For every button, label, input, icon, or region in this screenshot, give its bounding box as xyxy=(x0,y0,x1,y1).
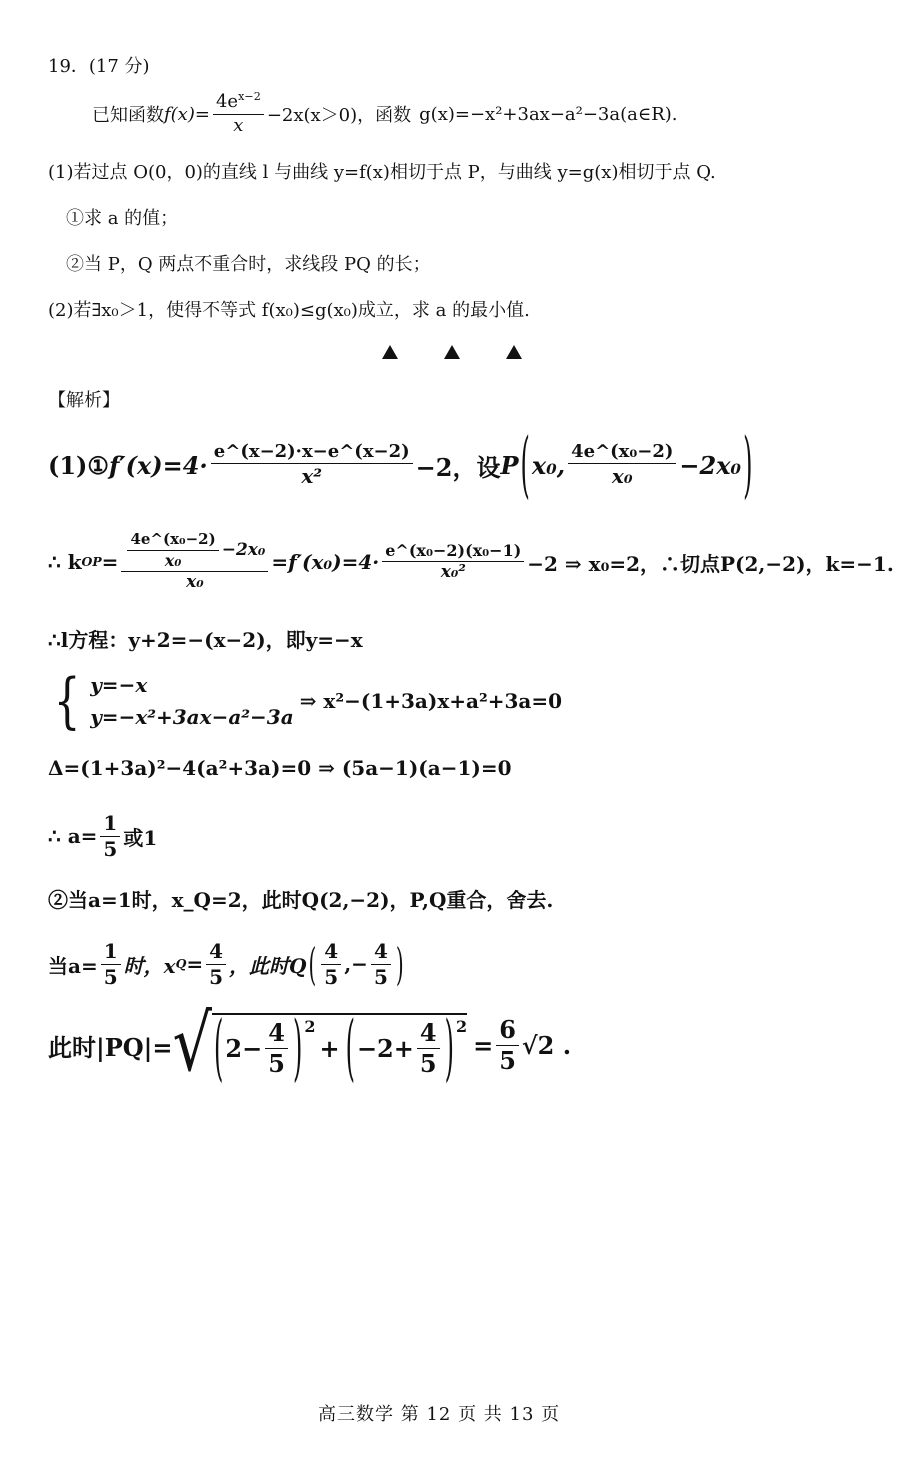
intro-prefix: 已知函数 xyxy=(92,105,164,127)
sol-l2-frac xyxy=(382,542,524,583)
problem-header xyxy=(48,52,150,78)
sol-l8-comma: ,− xyxy=(344,952,368,976)
solution-line-2: ∴ k OP = $\frac{\text{4e\textasciicircum{}(x₀−2)}}{\text{x₀}}$ −2x₀ x₀ =f′(x₀)=4· $\frac{\text{e\textasciicircum{}(x₀−2)(x₀−1)}}{\text{x₀²}}$ −2 ⇒ x₀=2，∴切点P(2,−2)，k=−1. xyxy=(48,530,894,593)
sol-l9-n1: 4 xyxy=(265,1019,288,1049)
sol-l6-tail: 或1 xyxy=(123,825,158,850)
sol-l9-frac-1 xyxy=(265,1019,288,1077)
sol-l2-eq: = xyxy=(101,550,119,574)
sol-l2-big-fraction xyxy=(121,531,268,592)
solution-line-8: 当a= $\frac{1}{5}$ 时，x Q = $\frac{4}{5}$ ，此时Q ( $\frac{4}{5}$ ,− $\frac{4}{5}$ ) xyxy=(48,937,404,991)
sol-l9-root: √2 . xyxy=(521,1030,572,1060)
sol-l9-frac-2 xyxy=(417,1019,440,1077)
sol-l8-frac-a xyxy=(101,940,121,989)
sol-l8-d2: 5 xyxy=(209,964,224,989)
part1-sub2 xyxy=(66,250,431,276)
analysis-heading: 【解析】 xyxy=(48,390,120,411)
sol-l8-frac-c xyxy=(321,940,341,989)
sol-l2-top-num: 4e^(x₀−2) xyxy=(127,531,218,550)
solution-line-7 xyxy=(48,884,553,913)
sol-l1-x0: x₀, xyxy=(531,450,566,480)
sol-l9-d1: 5 xyxy=(268,1048,285,1078)
sol-l1-fraction xyxy=(211,442,413,489)
left-brace: { xyxy=(53,666,81,736)
part1-sub1 xyxy=(66,204,178,230)
part2: (2)若∃x₀＞1，使得不等式 f(x₀)≤g(x₀)成立，求 a 的最小值. xyxy=(48,300,530,321)
sol-l9-d2: 5 xyxy=(419,1048,437,1078)
right-paren: ) xyxy=(743,423,753,507)
solution-line-4 xyxy=(48,666,562,736)
sol-l8-n3: 4 xyxy=(321,940,341,965)
sol-l1-inner-fraction xyxy=(568,442,676,489)
sol-l2-fnum: e^(x₀−2)(x₀−1) xyxy=(382,542,524,562)
left-paren: ( xyxy=(520,423,530,507)
sol-l2-bot: x₀ xyxy=(186,572,204,593)
part1: (1)若过点 O(0，0)的直线 l 与曲线 y=f(x)相切于点 P，与曲线 y=g(x)相切于点 Q. xyxy=(48,162,716,183)
sol-l1-lead: (1)① xyxy=(48,450,109,480)
sol-l7: ②当a=1时，x_Q=2，此时Q(2,−2)，P,Q重合，舍去. xyxy=(48,888,554,912)
solution-line-5 xyxy=(48,756,512,780)
sol-l9-b: −2+ xyxy=(356,1033,414,1063)
sys-row-2: y=−x²+3ax−a²−3a xyxy=(90,705,294,729)
sol-l9-n2: 4 xyxy=(417,1019,440,1049)
sol-l8-frac-b xyxy=(206,940,226,989)
radical-sign: √ xyxy=(172,997,213,1089)
left-paren: ( xyxy=(308,937,317,991)
sol-l4-tail: ⇒ x²−(1+3a)x+a²+3a=0 xyxy=(299,689,563,713)
sol-l8-mid3: ，此时Q xyxy=(229,953,307,978)
sol-l8-mid1: 时，x xyxy=(123,953,176,978)
sol-l8-lead: 当a= xyxy=(48,953,98,978)
sol-l1-itail: −2x₀ xyxy=(679,450,742,480)
sol-l9-lead: 此时|PQ|= xyxy=(48,1032,173,1062)
sol-l2-tail: −2 ⇒ x₀=2，∴切点P(2,−2)，k=−1. xyxy=(527,551,894,576)
sol-l9-plus: + xyxy=(319,1033,340,1063)
part1-2: ②当 P，Q 两点不重合时，求线段 PQ 的长； xyxy=(66,254,431,275)
f-rest: −2x(x＞0)，函数 xyxy=(266,105,412,127)
f-num-exp: x−2 xyxy=(238,90,261,103)
sol-l8-n2: 4 xyxy=(206,940,226,965)
sol-l6-lead: ∴ a= xyxy=(48,824,98,848)
problem-number: 19．(17 分) xyxy=(48,56,150,77)
sol-l2-top-tail: −2x₀ xyxy=(221,539,266,560)
sys-row-1: y=−x xyxy=(90,673,148,697)
sol-l2-mid: =f′(x₀)=4· xyxy=(271,550,380,574)
g-definition: g(x)=−x²+3ax−a²−3a(a∈R). xyxy=(419,103,678,125)
f-lhs: f(x)= xyxy=(164,103,210,125)
sol-l8-frac-d xyxy=(371,940,391,989)
sol-l9-eq: = xyxy=(473,1030,494,1060)
sol-l1-point: P xyxy=(500,450,519,480)
equation-system xyxy=(90,669,294,733)
section-divider xyxy=(382,345,522,359)
sol-l1-iden: x₀ xyxy=(611,464,633,489)
solution-line-6 xyxy=(48,806,157,866)
triangle-icon xyxy=(506,345,522,359)
sol-l1-den: x² xyxy=(301,464,323,489)
sol-l9-a: 2− xyxy=(225,1033,263,1063)
part1-1: ①求 a 的值； xyxy=(66,208,179,229)
sol-l9-n3: 6 xyxy=(496,1016,519,1046)
sol-l1-tail: −2，设 xyxy=(415,452,501,482)
sol-l5: Δ=(1+3a)²−4(a²+3a)=0 ⇒ (5a−1)(a−1)=0 xyxy=(48,756,512,780)
footer-text: 高三数学 第 12 页 共 13 页 xyxy=(318,1404,561,1425)
left-paren: ( xyxy=(345,1006,355,1090)
sol-l3: ∴l方程：y+2=−(x−2)，即y=−x xyxy=(48,628,363,652)
right-paren: ) xyxy=(395,937,404,991)
radicand xyxy=(212,1006,468,1090)
sol-l2-top-den: x₀ xyxy=(164,550,182,570)
sol-l6-fraction xyxy=(100,812,120,861)
f-den: x xyxy=(233,114,244,136)
part1-text xyxy=(48,158,716,184)
sol-l9-frac-3 xyxy=(496,1016,519,1074)
sol-l8-d4: 5 xyxy=(373,964,388,989)
sol-l8-n4: 4 xyxy=(371,940,391,965)
analysis-label xyxy=(48,386,120,412)
sol-l8-d1: 5 xyxy=(103,964,118,989)
sqrt-expression xyxy=(172,997,468,1090)
sol-l1-fprime: f′(x)=4· xyxy=(108,450,208,480)
sol-l2-fden: x₀² xyxy=(440,561,466,582)
right-paren: ) xyxy=(292,1006,303,1090)
sol-l1-num: e^(x−2)·x−e^(x−2) xyxy=(211,442,413,465)
solution-line-1 xyxy=(48,424,754,506)
page-footer xyxy=(318,1400,560,1426)
sol-l9-square-2: 2 xyxy=(455,1016,468,1036)
sol-l9-d3: 5 xyxy=(499,1045,516,1075)
triangle-icon xyxy=(382,345,398,359)
problem-intro xyxy=(92,92,678,136)
sol-l8-mid2: = xyxy=(186,952,204,976)
sol-l6-num: 1 xyxy=(100,812,120,837)
sol-l8-n1: 1 xyxy=(101,940,121,965)
part2-text xyxy=(48,296,530,322)
f-fraction xyxy=(213,92,264,136)
f-num: 4e xyxy=(215,91,239,112)
sol-l2-top-fraction xyxy=(127,531,218,570)
sol-l2-lead: ∴ k xyxy=(48,550,82,574)
solution-line-3 xyxy=(48,624,363,653)
right-paren: ) xyxy=(444,1006,454,1090)
sol-l6-den: 5 xyxy=(103,836,118,861)
sol-l9-square: 2 xyxy=(304,1016,316,1036)
solution-line-9 xyxy=(48,997,572,1090)
sol-l1-inum: 4e^(x₀−2) xyxy=(568,442,676,465)
triangle-icon xyxy=(444,345,460,359)
sol-l8-d3: 5 xyxy=(324,964,339,989)
left-paren: ( xyxy=(214,1006,224,1090)
